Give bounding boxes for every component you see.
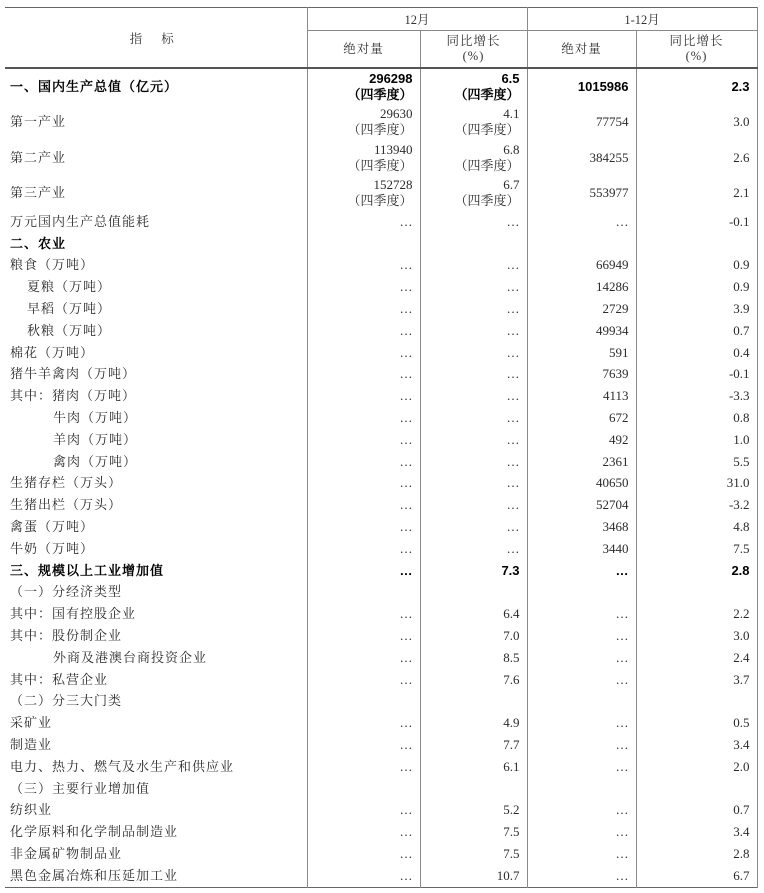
dec-absolute-cell: … [307, 276, 420, 298]
dec-growth-cell: 6.1 [420, 756, 527, 778]
dec-growth-cell [420, 105, 527, 141]
period-note: （四季度） [347, 86, 413, 102]
table-row [5, 68, 757, 105]
ytd-growth-cell: 2.1 [636, 176, 757, 212]
ytd-growth-cell: 31.0 [636, 473, 757, 495]
table-row [5, 342, 757, 364]
dec-absolute-cell: … [307, 538, 420, 560]
absolute-header-ytd [527, 31, 636, 69]
dec-growth-cell: 7.3 [420, 560, 527, 582]
dec-absolute-cell: … [307, 865, 420, 887]
section-label: 二、农业 [10, 235, 67, 251]
dec-growth-cell: 6.4 [420, 603, 527, 625]
ytd-growth-cell: 0.9 [636, 255, 757, 277]
absolute-header-december [307, 31, 420, 69]
table-row [5, 473, 757, 495]
indicator-label: 化学原料和化学制品制造业 [10, 824, 179, 840]
ytd-growth-cell: 0.7 [636, 320, 757, 342]
indicator-label: 牛奶（万吨） [10, 540, 95, 556]
dec-growth-cell [420, 140, 527, 176]
period-note: （四季度） [347, 193, 413, 209]
dec-growth-cell: … [420, 451, 527, 473]
table-row [5, 865, 757, 887]
indicator-label: 粮食（万吨） [10, 257, 95, 273]
ytd-growth-cell: 2.0 [636, 756, 757, 778]
dec-growth-cell: … [420, 298, 527, 320]
ytd-absolute-cell: … [527, 865, 636, 887]
ytd-absolute-cell: … [527, 603, 636, 625]
ytd-absolute-cell: … [527, 756, 636, 778]
indicator-label: 羊肉（万吨） [53, 431, 138, 447]
table-row [5, 385, 757, 407]
dec-absolute-cell [307, 140, 420, 176]
ytd-growth-cell: 3.0 [636, 625, 757, 647]
indicator-label: 牛肉（万吨） [53, 410, 138, 426]
indicator-label: 电力、热力、燃气及水生产和供应业 [10, 758, 235, 774]
dec-absolute-cell: … [307, 712, 420, 734]
dec-absolute-cell: … [307, 298, 420, 320]
ytd-absolute-cell: … [527, 625, 636, 647]
table-row [5, 140, 757, 176]
ytd-absolute-cell [527, 582, 636, 604]
table-row [5, 255, 757, 277]
value: 4.1 [503, 106, 520, 122]
dec-absolute-cell: … [307, 560, 420, 582]
ytd-absolute-cell: … [527, 669, 636, 691]
ytd-absolute-cell: 7639 [527, 364, 636, 386]
absolute-header-label: 绝对量 [561, 41, 602, 56]
ytd-absolute-cell: … [527, 734, 636, 756]
ytd-growth-cell: 0.7 [636, 800, 757, 822]
dec-growth-cell: 7.5 [420, 821, 527, 843]
indicator-label: 第二产业 [10, 149, 67, 165]
subsection-label: （二）分三大门类 [10, 693, 123, 709]
dec-absolute-cell [307, 176, 420, 212]
dec-growth-cell: … [420, 494, 527, 516]
period-header-ytd: 1-12月 [527, 8, 757, 31]
dec-absolute-cell: … [307, 625, 420, 647]
indicator-label: 禽肉（万吨） [53, 453, 138, 469]
indicator-label: 其中：国有控股企业 [10, 606, 137, 622]
subsection-row [5, 691, 757, 713]
dec-absolute-cell: … [307, 320, 420, 342]
ytd-absolute-cell: 4113 [527, 385, 636, 407]
dec-absolute-cell: … [307, 734, 420, 756]
table-row [5, 276, 757, 298]
statistics-table [5, 7, 758, 888]
dec-growth-cell: 10.7 [420, 865, 527, 887]
ytd-absolute-cell: 384255 [527, 140, 636, 176]
dec-growth-cell: 7.5 [420, 843, 527, 865]
indicator-label: 外商及港澳台商投资企业 [53, 649, 208, 665]
dec-growth-cell: … [420, 342, 527, 364]
absolute-header-label: 绝对量 [343, 41, 384, 56]
ytd-growth-cell [636, 233, 757, 255]
indicator-label: 其中：股份制企业 [10, 628, 123, 644]
dec-growth-cell [420, 778, 527, 800]
table-row [5, 211, 757, 233]
ytd-growth-cell: 3.4 [636, 734, 757, 756]
ytd-absolute-cell: 77754 [527, 105, 636, 141]
period-header-december: 12月 [307, 8, 527, 31]
ytd-absolute-cell [527, 691, 636, 713]
table-row [5, 821, 757, 843]
table-header [5, 8, 757, 69]
table-row [5, 407, 757, 429]
ytd-absolute-cell: … [527, 560, 636, 582]
dec-growth-cell: … [420, 429, 527, 451]
table-row [5, 625, 757, 647]
dec-absolute-cell: … [307, 342, 420, 364]
dec-absolute-cell: … [307, 669, 420, 691]
dec-absolute-cell: … [307, 429, 420, 451]
ytd-absolute-cell [527, 778, 636, 800]
ytd-absolute-cell [527, 233, 636, 255]
subsection-row [5, 582, 757, 604]
indicator-label: 夏粮（万吨） [27, 279, 112, 295]
value: 29630 [380, 106, 413, 122]
ytd-growth-cell: 0.9 [636, 276, 757, 298]
dec-growth-cell: 8.5 [420, 647, 527, 669]
growth-header-label: 同比增长 [446, 34, 501, 48]
indicator-label: 一、国内生产总值（亿元） [10, 78, 179, 94]
ytd-absolute-cell: 52704 [527, 494, 636, 516]
ytd-growth-cell: 2.8 [636, 843, 757, 865]
ytd-growth-cell: 2.2 [636, 603, 757, 625]
table-row [5, 560, 757, 582]
ytd-growth-cell: -0.1 [636, 211, 757, 233]
ytd-absolute-cell: 1015986 [527, 68, 636, 105]
ytd-absolute-cell: 3468 [527, 516, 636, 538]
dec-growth-cell: … [420, 276, 527, 298]
ytd-absolute-cell: … [527, 647, 636, 669]
dec-absolute-cell: … [307, 603, 420, 625]
dec-growth-cell [420, 176, 527, 212]
ytd-growth-cell: 2.6 [636, 140, 757, 176]
dec-absolute-cell: … [307, 255, 420, 277]
ytd-growth-cell: 5.5 [636, 451, 757, 473]
ytd-absolute-cell: 2361 [527, 451, 636, 473]
ytd-absolute-cell: 492 [527, 429, 636, 451]
ytd-growth-cell [636, 778, 757, 800]
table-body [5, 68, 757, 887]
table-row [5, 429, 757, 451]
indicator-label: 黑色金属冶炼和压延加工业 [10, 867, 179, 883]
dec-growth-cell [420, 582, 527, 604]
dec-growth-cell: … [420, 538, 527, 560]
growth-header-ytd [636, 31, 757, 69]
period-note: （四季度） [454, 157, 520, 173]
dec-growth-cell: … [420, 211, 527, 233]
value: 6.7 [503, 177, 520, 193]
table-row [5, 320, 757, 342]
table-row [5, 712, 757, 734]
value: 6.5 [501, 70, 520, 86]
indicator-label: 猪牛羊禽肉（万吨） [10, 366, 137, 382]
indicator-label: 早稻（万吨） [27, 301, 112, 317]
dec-absolute-cell: … [307, 843, 420, 865]
ytd-growth-cell: 3.4 [636, 821, 757, 843]
ytd-growth-cell: 3.7 [636, 669, 757, 691]
dec-absolute-cell: … [307, 647, 420, 669]
dec-growth-cell: … [420, 473, 527, 495]
dec-absolute-cell: … [307, 364, 420, 386]
dec-growth-cell: … [420, 320, 527, 342]
ytd-growth-cell: 6.7 [636, 865, 757, 887]
ytd-absolute-cell: 3440 [527, 538, 636, 560]
dec-absolute-cell: … [307, 473, 420, 495]
ytd-absolute-cell: 672 [527, 407, 636, 429]
table-row [5, 734, 757, 756]
table-row [5, 603, 757, 625]
ytd-absolute-cell: … [527, 211, 636, 233]
subsection-label: （一）分经济类型 [10, 584, 123, 600]
dec-absolute-cell [307, 691, 420, 713]
ytd-absolute-cell: … [527, 712, 636, 734]
dec-absolute-cell [307, 233, 420, 255]
ytd-absolute-cell: 49934 [527, 320, 636, 342]
value: 6.8 [503, 141, 520, 157]
ytd-growth-cell: 3.0 [636, 105, 757, 141]
ytd-absolute-cell: 40650 [527, 473, 636, 495]
dec-absolute-cell: … [307, 451, 420, 473]
dec-absolute-cell [307, 582, 420, 604]
table-row [5, 105, 757, 141]
ytd-absolute-cell: … [527, 800, 636, 822]
table-row [5, 516, 757, 538]
dec-growth-cell [420, 691, 527, 713]
indicator-header: 指 标 [5, 8, 307, 69]
ytd-growth-cell: 2.4 [636, 647, 757, 669]
indicator-label: 其中：猪肉（万吨） [10, 388, 137, 404]
value: 113940 [373, 141, 413, 157]
indicator-label: 秋粮（万吨） [27, 322, 112, 338]
indicator-label: 其中：私营企业 [10, 671, 109, 687]
dec-growth-cell: 5.2 [420, 800, 527, 822]
period-note: （四季度） [454, 193, 520, 209]
ytd-absolute-cell: 591 [527, 342, 636, 364]
dec-growth-cell [420, 233, 527, 255]
dec-absolute-cell: … [307, 211, 420, 233]
table-row [5, 494, 757, 516]
indicator-label: 三、规模以上工业增加值 [10, 562, 165, 578]
ytd-growth-cell: 4.8 [636, 516, 757, 538]
dec-growth-cell: … [420, 407, 527, 429]
dec-growth-cell: 7.6 [420, 669, 527, 691]
dec-absolute-cell: … [307, 407, 420, 429]
growth-header-december [420, 31, 527, 69]
ytd-growth-cell [636, 691, 757, 713]
ytd-growth-cell: 2.8 [636, 560, 757, 582]
ytd-absolute-cell: … [527, 843, 636, 865]
table-row [5, 647, 757, 669]
indicator-label: 第三产业 [10, 185, 67, 201]
ytd-absolute-cell: 14286 [527, 276, 636, 298]
growth-header-unit: (%) [685, 49, 708, 63]
growth-header-label: 同比增长 [669, 34, 724, 48]
table-row [5, 800, 757, 822]
indicator-label: 禽蛋（万吨） [10, 519, 95, 535]
ytd-growth-cell: -0.1 [636, 364, 757, 386]
table-row [5, 364, 757, 386]
dec-absolute-cell: … [307, 494, 420, 516]
table-row [5, 843, 757, 865]
ytd-growth-cell: 3.9 [636, 298, 757, 320]
table-row [5, 669, 757, 691]
table-row [5, 298, 757, 320]
dec-growth-cell: … [420, 255, 527, 277]
period-note: （四季度） [454, 122, 520, 138]
table-row [5, 756, 757, 778]
section-row [5, 233, 757, 255]
ytd-growth-cell: 7.5 [636, 538, 757, 560]
indicator-label: 第一产业 [10, 114, 67, 130]
ytd-growth-cell: -3.3 [636, 385, 757, 407]
dec-growth-cell: 4.9 [420, 712, 527, 734]
dec-growth-cell: 7.7 [420, 734, 527, 756]
ytd-absolute-cell: … [527, 821, 636, 843]
dec-absolute-cell: … [307, 821, 420, 843]
dec-growth-cell: … [420, 364, 527, 386]
dec-growth-cell [420, 68, 527, 105]
ytd-growth-cell: 0.4 [636, 342, 757, 364]
indicator-label: 非金属矿物制品业 [10, 846, 123, 861]
table-row [5, 538, 757, 560]
ytd-growth-cell: -3.2 [636, 494, 757, 516]
ytd-growth-cell: 1.0 [636, 429, 757, 451]
dec-absolute-cell [307, 68, 420, 105]
dec-absolute-cell: … [307, 385, 420, 407]
indicator-label: 万元国内生产总值能耗 [10, 213, 151, 229]
indicator-label: 纺织业 [10, 802, 53, 818]
period-note: （四季度） [347, 122, 413, 138]
growth-header-unit: (%) [462, 49, 485, 63]
ytd-absolute-cell: 2729 [527, 298, 636, 320]
indicator-label: 棉花（万吨） [10, 344, 95, 360]
indicator-label: 生猪存栏（万头） [10, 475, 123, 491]
dec-absolute-cell [307, 778, 420, 800]
value: 152728 [373, 177, 413, 193]
ytd-absolute-cell: 66949 [527, 255, 636, 277]
indicator-label: 制造业 [10, 737, 53, 753]
table-row [5, 451, 757, 473]
dec-absolute-cell [307, 105, 420, 141]
ytd-absolute-cell: 553977 [527, 176, 636, 212]
dec-absolute-cell: … [307, 756, 420, 778]
dec-absolute-cell: … [307, 800, 420, 822]
indicator-label: 采矿业 [10, 715, 53, 731]
value: 296298 [369, 70, 413, 86]
ytd-growth-cell: 2.3 [636, 68, 757, 105]
subsection-label: （三）主要行业增加值 [10, 780, 151, 796]
period-note: （四季度） [347, 157, 413, 173]
period-note: （四季度） [454, 86, 520, 102]
header-row-periods [5, 8, 757, 31]
dec-growth-cell: 7.0 [420, 625, 527, 647]
dec-growth-cell: … [420, 516, 527, 538]
ytd-growth-cell: 0.8 [636, 407, 757, 429]
subsection-row [5, 778, 757, 800]
dec-absolute-cell: … [307, 516, 420, 538]
ytd-growth-cell: 0.5 [636, 712, 757, 734]
table-row [5, 176, 757, 212]
dec-growth-cell: … [420, 385, 527, 407]
ytd-growth-cell [636, 582, 757, 604]
indicator-label: 生猪出栏（万头） [10, 497, 123, 513]
